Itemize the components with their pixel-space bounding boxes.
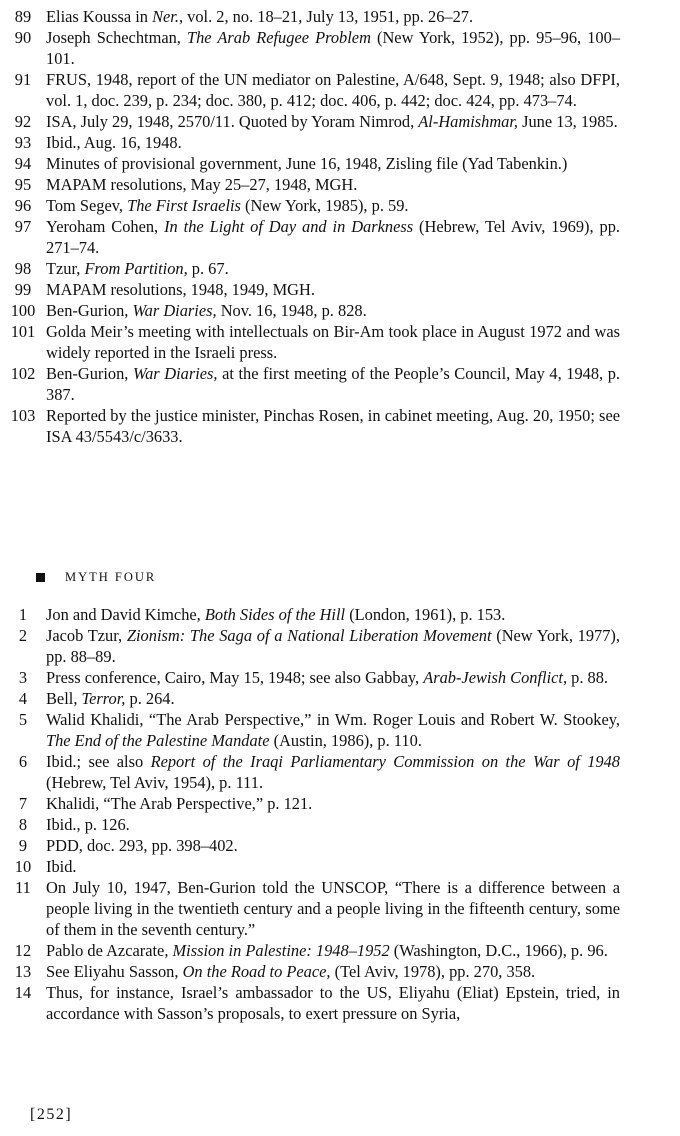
text-segment: (New York, 1952), pp. 95–96, 100–101. (46, 28, 621, 68)
page-number: [252] (30, 1106, 73, 1123)
endnote-text (46, 27, 620, 69)
endnote-number: 12 (14, 941, 32, 960)
endnote-number: 94 (14, 154, 32, 173)
text-segment: Jon and David Kimche, (46, 605, 205, 624)
italic-title: Ner. (152, 7, 179, 26)
endnote-text (46, 940, 620, 961)
endnote (0, 363, 680, 405)
endnote (0, 877, 680, 940)
endnote-text (46, 835, 620, 856)
endnote (0, 793, 680, 814)
endnote-text (46, 174, 620, 195)
endnote-number: 5 (18, 710, 28, 729)
endnote-text (46, 195, 620, 216)
endnote (0, 961, 680, 982)
endnote-number: 9 (18, 836, 28, 855)
endnote (0, 69, 680, 111)
text-segment: MAPAM resolutions, 1948, 1949, MGH. (46, 280, 315, 299)
endnotes-list-bottom (0, 604, 680, 1024)
endnote-text (46, 6, 620, 27)
text-segment: Nov. 16, 1948, p. 828. (216, 301, 367, 320)
text-segment: Ben-Gurion, (46, 364, 133, 383)
endnote-number: 101 (10, 322, 36, 341)
endnote-text (46, 982, 620, 1024)
text-segment: Joseph Schechtman, (46, 28, 187, 47)
text-segment: See Eliyahu Sasson, (46, 962, 183, 981)
endnote (0, 688, 680, 709)
endnote-number: 98 (14, 259, 32, 278)
text-segment: (New York, 1985), p. 59. (240, 196, 409, 215)
endnote-number: 103 (10, 406, 36, 425)
italic-title: The Arab Refugee Problem (186, 28, 371, 47)
italic-title: Zionism: The Saga of a National Liberation Movement (126, 626, 492, 645)
endnotes-list-top (0, 6, 680, 447)
endnote-text (46, 709, 620, 751)
text-segment: Yeroham Cohen, (46, 217, 165, 236)
endnote (0, 153, 680, 174)
endnote (0, 258, 680, 279)
endnote-text (46, 793, 620, 814)
endnote-number: 7 (18, 794, 28, 813)
endnote-text (46, 667, 620, 688)
italic-title: The First Israelis (127, 196, 241, 215)
endnote-number: 93 (14, 133, 32, 152)
italic-title: War Diaries, (132, 301, 217, 320)
text-segment: Tzur, (46, 259, 85, 278)
section-heading (36, 568, 156, 586)
endnote (0, 132, 680, 153)
endnote-number: 10 (14, 857, 32, 876)
endnote-text (46, 216, 620, 258)
italic-title: War Diaries, (132, 364, 218, 383)
endnote-text (46, 258, 620, 279)
endnote (0, 604, 680, 625)
text-segment: (Hebrew, Tel Aviv, 1954), p. 111. (46, 773, 264, 792)
endnote (0, 27, 680, 69)
italic-title: Report of the Iraqi Parliamentary Commission on the War of 1948 (150, 752, 620, 771)
endnote (0, 751, 680, 793)
text-segment: p. 88. (567, 668, 609, 687)
italic-title: On the Road to Peace, (182, 962, 331, 981)
italic-title: Terror, (81, 689, 126, 708)
endnote-number: 4 (18, 689, 28, 708)
text-segment: (Austin, 1986), p. 110. (269, 731, 422, 750)
endnote-number: 11 (15, 878, 31, 897)
endnote (0, 856, 680, 877)
endnote (0, 835, 680, 856)
text-segment: Thus, for instance, Israel’s ambassador to the US, Eliyahu (Eliat) Epstein, tried, in accordance with Sasson’s proposals, to exert pressure on Syria, (46, 983, 620, 1023)
text-segment: (Hebrew, Tel Aviv, 1969), pp. 271–74. (46, 217, 620, 257)
text-segment: (New York, 1977), pp. 88–89. (46, 626, 620, 666)
endnote-text (46, 132, 620, 153)
endnote-number: 102 (10, 364, 36, 383)
text-segment: Tom Segev, (46, 196, 128, 215)
endnote-number: 14 (14, 983, 32, 1002)
endnote-text (46, 856, 620, 877)
text-segment: FRUS, 1948, report of the UN mediator on Palestine, A/648, Sept. 9, 1948; also DFPI, vol. 1, doc. 239, p. 234; doc. 380, p. 412; doc. 406, p. 442; doc. 424, pp. 473–74. (46, 70, 620, 110)
text-segment: (Tel Aviv, 1978), pp. 270, 358. (330, 962, 536, 981)
endnote-text (46, 363, 620, 405)
text-segment: Jacob Tzur, (46, 626, 127, 645)
endnote-text (46, 814, 620, 835)
text-segment: Minutes of provisional government, June 16, 1948, Zisling file (Yad Tabenkin.) (46, 154, 568, 173)
text-segment: Reported by the justice minister, Pinchas Rosen, in cabinet meeting, Aug. 20, 1950; see ISA 43/5543/c/3633. (46, 406, 620, 446)
italic-title: Al-Hamishmar, (418, 112, 519, 131)
text-segment: Ben-Gurion, (46, 301, 133, 320)
italic-title: In the Light of Day and in Darkness (164, 217, 414, 236)
italic-title: Both Sides of the Hill (204, 605, 346, 624)
endnote-number: 8 (18, 815, 28, 834)
text-segment: , vol. 2, no. 18–21, July 13, 1951, pp. 26–27. (178, 7, 474, 26)
endnote-text (46, 604, 620, 625)
endnote-text (46, 321, 620, 363)
endnote (0, 321, 680, 363)
endnote-number: 97 (14, 217, 32, 236)
endnote-text (46, 751, 620, 793)
text-segment: Elias Koussa in (46, 7, 153, 26)
italic-title: From Partition, (84, 259, 188, 278)
endnote-number: 2 (18, 626, 28, 645)
italic-title: The End of the Palestine Mandate (46, 731, 270, 750)
endnote (0, 111, 680, 132)
text-segment: Walid Khalidi, “The Arab Perspective,” in Wm. Roger Louis and Robert W. Stookey, (46, 710, 620, 729)
text-segment: at the first meeting of the People’s Council, May 4, 1948, p. 387. (46, 364, 620, 404)
endnote (0, 940, 680, 961)
endnote-number: 90 (14, 28, 32, 47)
text-segment: Ibid., p. 126. (46, 815, 130, 834)
endnote (0, 216, 680, 258)
endnote-number: 89 (14, 7, 32, 26)
section-title: MYTH FOUR (65, 570, 157, 584)
text-segment: PDD, doc. 293, pp. 398–402. (46, 836, 238, 855)
endnote-number: 99 (14, 280, 32, 299)
endnote-text (46, 300, 620, 321)
endnote-text (46, 69, 620, 111)
text-segment: June 13, 1985. (518, 112, 618, 131)
text-segment: Pablo de Azcarate, (46, 941, 173, 960)
text-segment: p. 67. (187, 259, 229, 278)
endnote-text (46, 688, 620, 709)
text-segment: Press conference, Cairo, May 15, 1948; see also Gabbay, (46, 668, 424, 687)
text-segment: (Washington, D.C., 1966), p. 96. (389, 941, 608, 960)
text-segment: On July 10, 1947, Ben-Gurion told the UNSCOP, “There is a difference between a people living in the twentieth century and a people living in the fifteenth century, some of them in the seventh century.” (46, 878, 620, 939)
endnote (0, 814, 680, 835)
endnote-number: 6 (18, 752, 28, 771)
text-segment: MAPAM resolutions, May 25–27, 1948, MGH. (46, 175, 358, 194)
text-segment: Khalidi, “The Arab Perspective,” p. 121. (46, 794, 313, 813)
endnote-number: 91 (14, 70, 32, 89)
endnote-text (46, 153, 620, 174)
text-segment: ISA, July 29, 1948, 2570/11. Quoted by Yoram Nimrod, (46, 112, 419, 131)
text-segment: Ibid., Aug. 16, 1948. (46, 133, 182, 152)
endnote (0, 6, 680, 27)
endnote-number: 13 (14, 962, 32, 981)
text-segment: Bell, (46, 689, 82, 708)
endnote-number: 92 (14, 112, 32, 131)
square-bullet-icon (36, 573, 45, 582)
endnote (0, 982, 680, 1024)
endnote-number: 96 (14, 196, 32, 215)
endnote (0, 667, 680, 688)
italic-title: Mission in Palestine: 1948–1952 (172, 941, 390, 960)
endnote (0, 174, 680, 195)
endnote-number: 3 (18, 668, 28, 687)
endnote-number: 100 (10, 301, 36, 320)
endnote-number: 95 (14, 175, 32, 194)
text-segment: p. 264. (125, 689, 175, 708)
endnote (0, 279, 680, 300)
endnote (0, 195, 680, 216)
text-segment: (London, 1961), p. 153. (345, 605, 506, 624)
endnote-text (46, 625, 620, 667)
endnote-text (46, 877, 620, 940)
endnote (0, 625, 680, 667)
endnote (0, 300, 680, 321)
endnote-text (46, 405, 620, 447)
endnote-text (46, 279, 620, 300)
endnote (0, 405, 680, 447)
text-segment: Ibid.; see also (46, 752, 151, 771)
endnote-number: 1 (18, 605, 28, 624)
text-segment: Golda Meir’s meeting with intellectuals on Bir-Am took place in August 1972 and was widely reported in the Israeli press. (46, 322, 620, 362)
text-segment: Ibid. (46, 857, 77, 876)
endnote (0, 709, 680, 751)
endnote-text (46, 961, 620, 982)
endnote-text (46, 111, 620, 132)
italic-title: Arab-Jewish Conflict, (423, 668, 568, 687)
